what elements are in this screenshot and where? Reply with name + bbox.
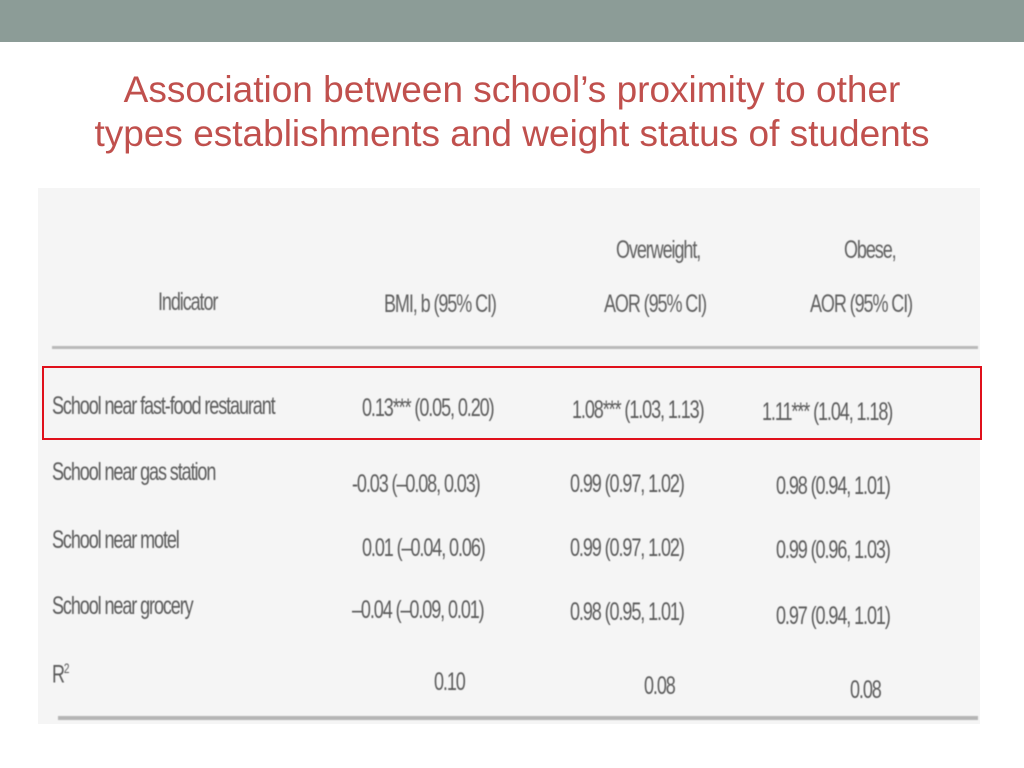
header-obese-1: Obese,	[844, 236, 896, 264]
header-overweight-2: AOR (95% CI)	[604, 290, 707, 318]
row2-bmi: -0.03 (–0.08, 0.03)	[352, 470, 480, 498]
row1-obese: 1.11*** (1.04, 1.18)	[762, 398, 893, 426]
results-table	[38, 188, 980, 724]
row4-bmi: –0.04 (–0.09, 0.01)	[352, 596, 484, 624]
highlight-box	[42, 366, 982, 440]
row4-indicator: School near grocery	[52, 592, 193, 620]
row3-indicator: School near motel	[52, 526, 179, 554]
r2-label-text: R	[52, 660, 64, 689]
row1-indicator: School near fast-food restaurant	[52, 392, 275, 420]
header-overweight-1: Overweight,	[616, 236, 701, 264]
row2-indicator: School near gas station	[52, 458, 216, 486]
row3-obese: 0.99 (0.96, 1.03)	[776, 536, 890, 564]
row1-bmi: 0.13*** (0.05, 0.20)	[362, 394, 494, 422]
row1-overweight: 1.08*** (1.03, 1.13)	[572, 396, 704, 424]
bottom-rule	[58, 716, 978, 720]
row4-obese: 0.97 (0.94, 1.01)	[776, 602, 890, 630]
header-indicator: Indicator	[158, 288, 218, 316]
top-accent-bar	[0, 0, 1024, 42]
row3-overweight: 0.99 (0.97, 1.02)	[570, 534, 684, 562]
header-obese-2: AOR (95% CI)	[810, 290, 913, 318]
r2-label-superscript: 2	[63, 660, 69, 676]
r2-overweight: 0.08	[644, 672, 675, 700]
row2-obese: 0.98 (0.94, 1.01)	[776, 472, 890, 500]
header-bmi: BMI, b (95% CI)	[384, 290, 496, 318]
slide-title-line-1: Association between school’s proximity to other	[123, 69, 901, 110]
slide-title	[0, 68, 1024, 156]
results-table-image	[38, 188, 980, 724]
row2-overweight: 0.99 (0.97, 1.02)	[570, 470, 684, 498]
r2-label	[52, 660, 68, 689]
row4-overweight: 0.98 (0.95, 1.01)	[570, 598, 684, 626]
r2-bmi: 0.10	[434, 668, 465, 696]
r2-obese: 0.08	[850, 676, 881, 704]
row3-bmi: 0.01 (–0.04, 0.06)	[362, 534, 485, 562]
header-rule	[52, 346, 978, 349]
slide-title-line-2: types establishments and weight status of students	[94, 113, 930, 154]
